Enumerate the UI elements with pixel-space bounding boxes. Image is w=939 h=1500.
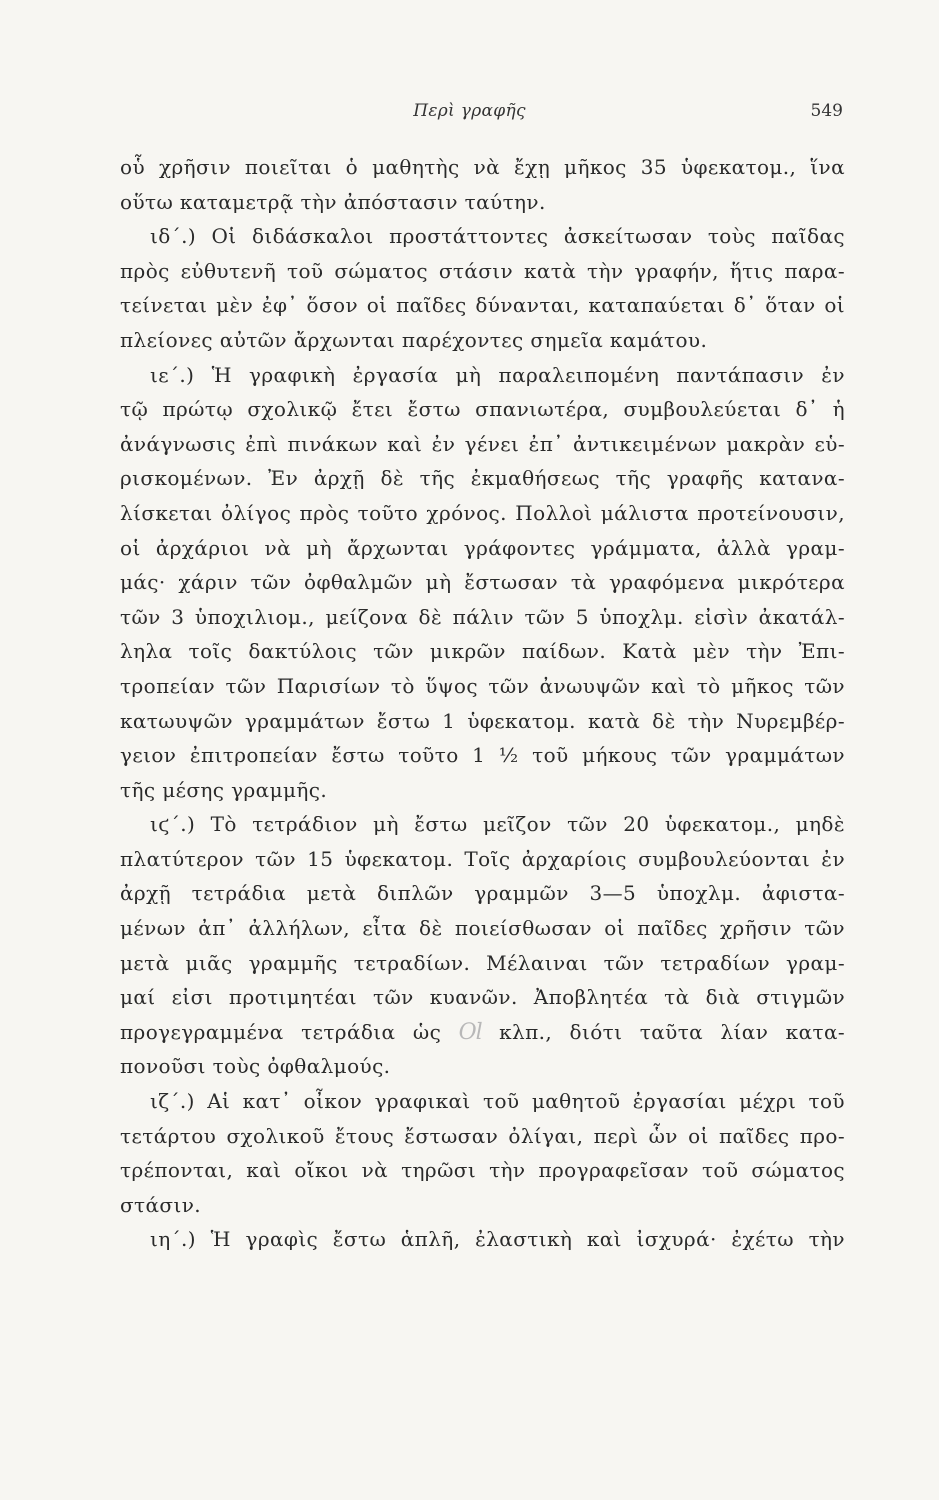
text-line: ληλα τοῖς δακτύλοις τῶν μικρῶν παίδων. Κατὰ μὲν τὴν Ἐπι- bbox=[120, 639, 845, 664]
text-line: πλατύτερον τῶν 15 ὑφεκατομ. Τοῖς ἀρχαρίοις συμβουλεύονται ἐν bbox=[120, 846, 845, 871]
text-line: οἱ ἀρχάριοι νὰ μὴ ἄρχωνται γράφοντες γράμματα, ἀλλὰ γραμ- bbox=[120, 535, 845, 560]
text-line: μετὰ μιᾶς γραμμῆς τετραδίων. Μέλαιναι τῶν τετραδίων γραμ- bbox=[120, 950, 845, 975]
text-segment: προγεγραμμένα τετράδια ὡς bbox=[120, 1019, 442, 1044]
page-number: 549 bbox=[810, 101, 843, 121]
text-line: οὕτω καταμετρᾷ τὴν ἀπόστασιν ταύτην. bbox=[120, 189, 546, 214]
text-line: τρέπονται, καὶ οἴκοι νὰ τηρῶσι τὴν προγραφεῖσαν τοῦ σώματος bbox=[120, 1158, 845, 1183]
text-line: τροπείαν τῶν Παρισίων τὸ ὕψος τῶν ἀνωυψῶν καὶ τὸ μῆκος τῶν bbox=[120, 673, 845, 698]
text-line: ἀρχῇ τετράδια μετὰ διπλῶν γραμμῶν 3—5 ὑποχλμ. ἀφιστα- bbox=[120, 881, 845, 906]
text-line: μάς· χάριν τῶν ὀφθαλμῶν μὴ ἔστωσαν τὰ γραφόμενα μικρότερα bbox=[120, 570, 845, 595]
text-line: κατωυψῶν γραμμάτων ἔστω 1 ὑφεκατομ. κατὰ δὲ τὴν Νυρεμβέρ- bbox=[120, 708, 845, 733]
text-line: ιη΄.) Ἡ γραφὶς ἔστω ἁπλῆ, ἐλαστικὴ καὶ ἰσχυρά· ἐχέτω τὴν bbox=[150, 1227, 845, 1252]
text-line: πονοῦσι τοὺς ὀφθαλμούς. bbox=[120, 1054, 391, 1079]
text-line: ιε΄.) Ἡ γραφικὴ ἐργασία μὴ παραλειπομένη παντάπασιν ἐν bbox=[150, 362, 845, 387]
text-line: ιζ΄.) Αἱ κατ᾽ οἶκον γραφικαὶ τοῦ μαθητοῦ ἐργασίαι μέχρι τοῦ bbox=[150, 1089, 845, 1114]
running-title: Περὶ γραφῆς bbox=[413, 101, 526, 121]
text-line: πρὸς εὐθυτενῆ τοῦ σώματος στάσιν κατὰ τὴν γραφήν, ἥτις παρα- bbox=[120, 258, 845, 283]
text-line: στάσιν. bbox=[120, 1192, 202, 1217]
text-line: τῆς μέσης γραμμῆς. bbox=[120, 777, 328, 802]
text-line: τῶν 3 ὑποχιλιομ., μείζονα δὲ πάλιν τῶν 5 ὑποχλμ. εἰσὶν ἀκατάλ- bbox=[120, 604, 845, 629]
text-line: ρισκομένων. Ἐν ἀρχῇ δὲ τῆς ἐκμαθήσεως τῆς γραφῆς κατανα- bbox=[120, 466, 845, 491]
text-line: ιδ΄.) Οἱ διδάσκαλοι προστάττοντες ἀσκείτωσαν τοὺς παῖδας bbox=[150, 224, 845, 249]
text-line: τείνεται μὲν ἐφ᾽ ὅσον οἱ παῖδες δύνανται, καταπαύεται δ᾽ ὅταν οἱ bbox=[120, 293, 845, 318]
text-line: οὗ χρῆσιν ποιεῖται ὁ μαθητὴς νὰ ἔχῃ μῆκος 35 ὑφεκατομ., ἵνα bbox=[120, 155, 845, 179]
text-line: τῷ πρώτῳ σχολικῷ ἔτει ἔστω σπανιωτέρα, συμβουλεύεται δ᾽ ἡ bbox=[120, 397, 845, 422]
text-line: μαί εἰσι προτιμητέαι τῶν κυανῶν. Ἀποβλητέα τὰ διὰ στιγμῶν bbox=[120, 985, 845, 1010]
text-line: μένων ἀπ᾽ ἀλλήλων, εἶτα δὲ ποιείσθωσαν οἱ παῖδες χρῆσιν τῶν bbox=[120, 916, 845, 941]
text-line: λίσκεται ὀλίγος πρὸς τοῦτο χρόνος. Πολλοὶ μάλιστα προτείνουσιν, bbox=[120, 500, 845, 525]
dotted-letter-sample: Ol bbox=[458, 1019, 482, 1045]
text-segment: κλπ., διότι ταῦτα λίαν κατα- bbox=[499, 1019, 846, 1044]
text-line: πλείονες αὐτῶν ἄρχωνται παρέχοντες σημεῖα καμάτου. bbox=[120, 327, 708, 352]
text-line-with-sample bbox=[120, 1015, 845, 1050]
text-line: γειον ἐπιτροπείαν ἔστω τοῦτο 1 ½ τοῦ μήκους τῶν γραμμάτων bbox=[120, 743, 845, 768]
body-text bbox=[120, 150, 845, 1257]
text-line: τετάρτου σχολικοῦ ἔτους ἔστωσαν ὀλίγαι, περὶ ὧν οἱ παῖδες προ- bbox=[120, 1123, 845, 1148]
text-line: ιϛ΄.) Τὸ τετράδιον μὴ ἔστω μεῖζον τῶν 20 ὑφεκατομ., μηδὲ bbox=[150, 812, 845, 837]
text-line: ἀνάγνωσις ἐπὶ πινάκων καὶ ἐν γένει ἐπ᾽ ἀντικειμένων μακρὰν εὑ- bbox=[120, 431, 845, 456]
